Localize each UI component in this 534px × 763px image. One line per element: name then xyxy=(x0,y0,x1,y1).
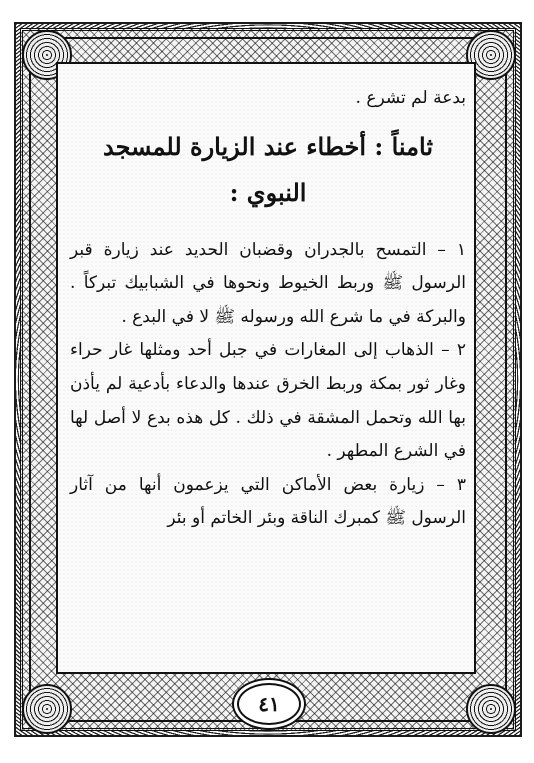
section-heading: ثامناً : أخطاء عند الزيارة للمسجد النبوي : xyxy=(103,131,433,207)
paragraph-1: ١ – التمسح بالجدران وقضبان الحديد عند زيارة قبر الرسول ﷺ وربط الخيوط ونحوها في الشبابيك تبركاً . والبركة في ما شرع الله ورسوله ﷺ لا في البدع . xyxy=(70,239,466,327)
page-body xyxy=(70,82,466,536)
corner-ornament-bottom-right xyxy=(466,684,516,734)
corner-ornament-bottom-left xyxy=(22,684,72,734)
paragraph-2: ٢ – الذهاب إلى المغارات في جبل أحد ومثلها غار حراء وغار ثور بمكة وربط الخرق عندها والدعاء بأدعية لم يأذن بها الله وتحمل المشقة في ذلك . كل هذه بدع لا أصل لها في الشرع المطهر . xyxy=(70,340,466,462)
page-number: ٤١ xyxy=(237,683,301,725)
paragraph-3: ٣ – زيارة بعض الأماكن التي يزعمون أنها من آثار الرسول ﷺ كمبرك الناقة وبئر الخاتم أو بئر xyxy=(70,474,466,529)
continuation-line: بدعة لم تشرع . xyxy=(355,88,466,108)
